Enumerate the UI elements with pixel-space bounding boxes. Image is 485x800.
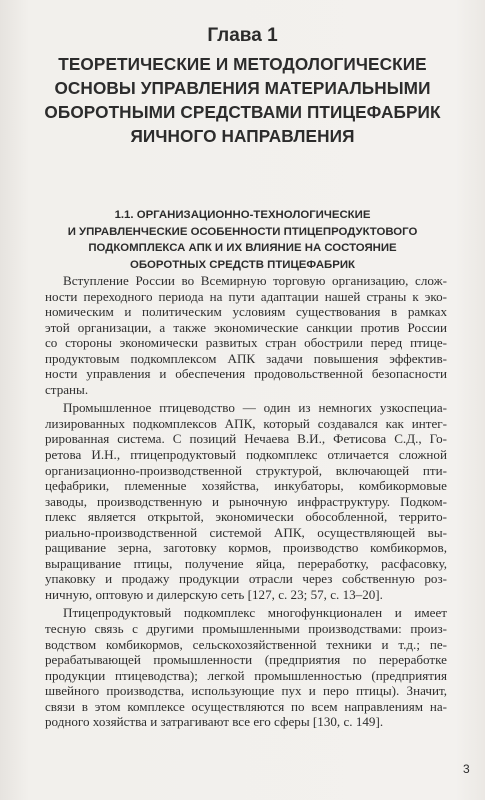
text-line: ращивание зерна, заготовку кормов, производство комбикормов, (45, 540, 447, 556)
text-line: номическим и политическим условиям существования в рамках (45, 304, 447, 320)
chapter-title-line: ОБОРОТНЫМИ СРЕДСТВАМИ ПТИЦЕФАБРИК (44, 102, 441, 122)
text-line: страны. (45, 381, 89, 397)
text-line: заводы, производственную и рыночную инфраструктуру. Подком- (45, 493, 447, 509)
chapter-title-line: ОСНОВЫ УПРАВЛЕНИЯ МАТЕРИАЛЬНЫМИ (54, 78, 431, 98)
text-line: ретова И.Н., птицепродуктовый подкомплекс отличается сложной (45, 447, 447, 463)
text-line: ности управления и обеспечения продовольственной безопасности (45, 366, 447, 382)
paragraph (45, 400, 447, 602)
text-line: этой организации, а также экономические санкции против России (45, 319, 447, 335)
text-line: родного хозяйства и затрагивают все его сферы [130, с. 149]. (45, 714, 384, 730)
text-line: лизированных подкомплексов АПК, который создавался как интег- (45, 415, 447, 431)
chapter-label: Глава 1 (207, 25, 278, 46)
text-line: со стороны экономически развитых стран обострили перед птице- (45, 335, 447, 351)
page-number: 3 (463, 762, 470, 776)
text-line: водством комбикормов, сельскохозяйственной техники и т.д.; пе- (45, 636, 447, 652)
text-line: продукции птицеводства); легкой промышленностью (предприятия (45, 667, 447, 683)
text-line: упаковку и продажу продукции отрасли через собственную роз- (45, 571, 447, 587)
text-line: организационно-производственной структурой, включающей пти- (45, 462, 447, 478)
text-line: продуктовым подкомплексом АПК задачи повышения эффектив- (45, 350, 447, 366)
text-line: Птицепродуктовый подкомплекс многофункционален и имеет (63, 605, 447, 621)
text-line: плекс является открытой, экономически обособленной, террито- (45, 509, 447, 525)
section-heading (30, 207, 455, 273)
section-heading-line: И УПРАВЛЕНЧЕСКИЕ ОСОБЕННОСТИ ПТИЦЕПРОДУКТОВОГО (67, 225, 418, 238)
chapter-title-line: ТЕОРЕТИЧЕСКИЕ И МЕТОДОЛОГИЧЕСКИЕ (58, 54, 427, 74)
text-line: цефабрики, племенные хозяйства, инкубаторы, комбикормовые (45, 478, 447, 494)
text-line: Вступление России во Всемирную торговую организацию, слож- (63, 273, 447, 288)
text-line: тесную связь с другими промышленными производствами: произ- (45, 621, 447, 637)
section-heading-line: ОБОРОТНЫХ СРЕДСТВ ПТИЦЕФАБРИК (130, 258, 355, 271)
chapter-title-line: ЯИЧНОГО НАПРАВЛЕНИЯ (130, 126, 355, 146)
section-heading-line: ПОДКОМПЛЕКСА АПК И ИХ ВЛИЯНИЕ НА СОСТОЯНИЕ (88, 242, 397, 254)
text-line: связи в этом комплексе осуществляются по всем направлениям на- (45, 698, 447, 714)
section-heading-line: 1.1. ОРГАНИЗАЦИОННО-ТЕХНОЛОГИЧЕСКИЕ (114, 209, 371, 221)
text-line: выращивание птицы, получение яйца, переработку, расфасовку, (45, 555, 447, 571)
chapter-title (20, 52, 465, 148)
text-line: швейного производства, использующие пух и перо птицы). Значит, (45, 683, 447, 699)
text-line: ности переходного периода на пути адаптации нашей страны к эко- (45, 288, 447, 304)
paragraph (45, 273, 447, 397)
text-line: Промышленное птицеводство — один из немногих узкоспециа- (63, 400, 447, 416)
text-line: ничную, оптовую и дилерскую сеть [127, с. 23; 57, с. 13–20]. (45, 586, 383, 602)
text-line: риально-производственной системой АПК, осуществляющей вы- (45, 524, 447, 540)
text-line: рированная система. С позиций Нечаева В.И., Фетисова С.Д., Го- (45, 431, 447, 447)
text-line: рерабатывающей промышленности (предприятия по переработке (45, 652, 447, 668)
body-text (45, 273, 447, 730)
paragraph (45, 605, 447, 729)
